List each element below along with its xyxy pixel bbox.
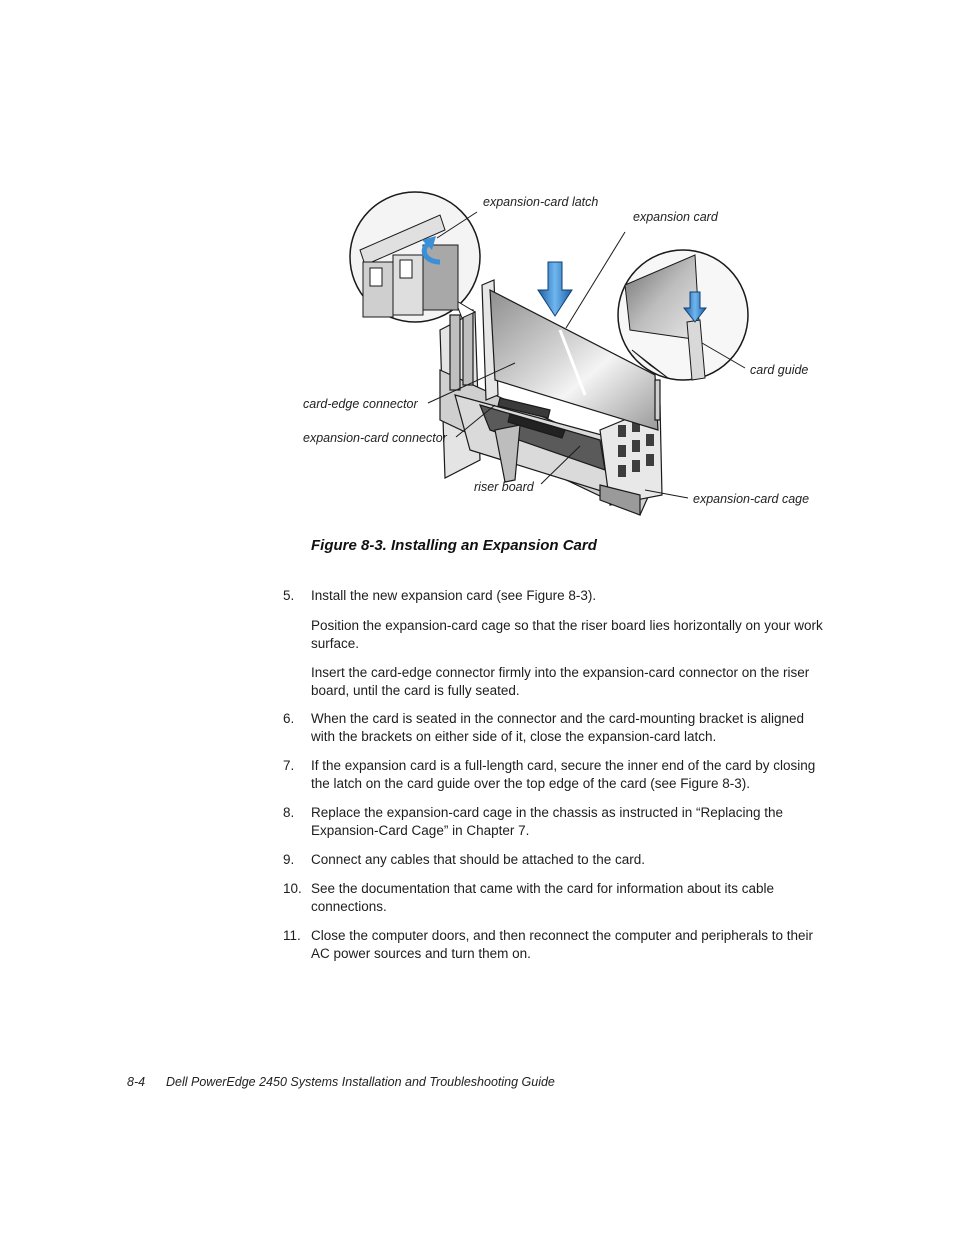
step-number: 9. bbox=[283, 852, 295, 867]
step-text: When the card is seated in the connector and the card-mounting bracket is aligned with the brackets on either side of it, close the expansion-card latch. bbox=[311, 711, 805, 744]
callout-expansion-card-connector: expansion-card connector bbox=[303, 431, 447, 445]
step-number: 11. bbox=[283, 928, 301, 943]
callout-expansion-card-cage: expansion-card cage bbox=[693, 492, 810, 506]
step-text: See the documentation that came with the card for information about its cable connections. bbox=[311, 881, 775, 914]
figure-caption: Figure 8-3. Installing an Expansion Card bbox=[311, 537, 597, 554]
step-text: Close the computer doors, and then reconnect the computer and peripherals to their AC power sources and turn them on. bbox=[311, 928, 814, 961]
callout-card-guide: card guide bbox=[750, 363, 809, 377]
step-text: Install the new expansion card (see Figure 8-3). bbox=[311, 588, 597, 603]
step-number: 6. bbox=[283, 711, 295, 726]
callout-expansion-card: expansion card bbox=[633, 210, 718, 224]
step-text: Connect any cables that should be attached to the card. bbox=[311, 852, 645, 867]
expansion-card-figure bbox=[0, 0, 954, 530]
insert-arrow-icon bbox=[538, 262, 572, 316]
callout-riser-board: riser board bbox=[474, 480, 534, 494]
latch-detail-inset bbox=[350, 192, 480, 322]
step-number: 10. bbox=[283, 881, 302, 896]
callout-expansion-card-latch: expansion-card latch bbox=[483, 195, 599, 209]
step-5-paragraph-1: Position the expansion-card cage so that the riser board lies horizontally on your work surface. bbox=[311, 618, 823, 651]
callout-card-edge-connector: card-edge connector bbox=[303, 397, 418, 411]
step-text: If the expansion card is a full-length card, secure the inner end of the card by closing the latch on the card guide over the top edge of the card (see Figure 8-3). bbox=[311, 758, 816, 791]
step-5-paragraph-2: Insert the card-edge connector firmly into the expansion-card connector on the riser board, until the card is fully seated. bbox=[311, 665, 810, 698]
footer-title: Dell PowerEdge 2450 Systems Installation and Troubleshooting Guide bbox=[166, 1075, 555, 1089]
step-number: 5. bbox=[283, 588, 295, 603]
card-guide-detail-inset bbox=[618, 250, 748, 380]
step-text: Replace the expansion-card cage in the chassis as instructed in “Replacing the Expansion-Card Cage” in Chapter 7. bbox=[311, 805, 784, 838]
footer-page-number: 8-4 bbox=[127, 1075, 146, 1089]
step-number: 7. bbox=[283, 758, 295, 773]
step-number: 8. bbox=[283, 805, 295, 820]
